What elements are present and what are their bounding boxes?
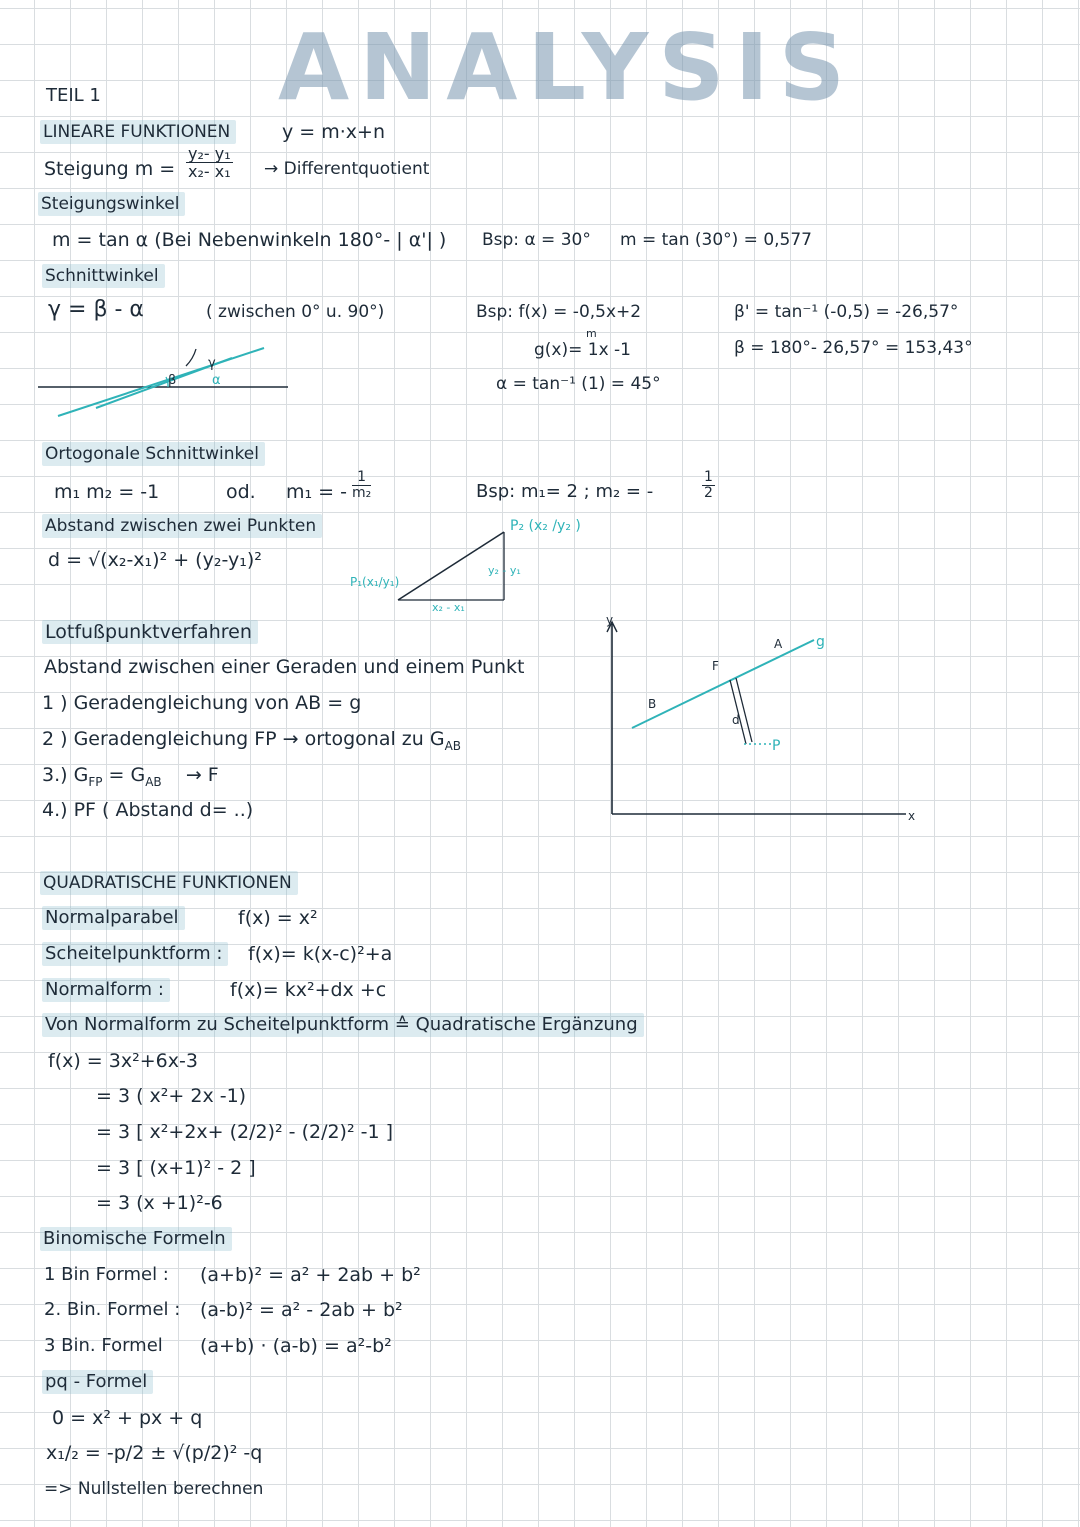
diagram-line-g <box>58 348 264 416</box>
heading-pq: pq - Formel <box>42 1370 153 1394</box>
graph-d-label: d <box>732 713 740 727</box>
diagram-alpha-label: α <box>212 373 221 388</box>
steigung-fraction <box>186 145 233 180</box>
ortho-or: od. <box>226 481 256 503</box>
convert-heading-text: Von Normalform zu Scheitelpunktform ≙ <box>45 1014 410 1035</box>
graph-perp-2 <box>736 678 752 742</box>
heading-linear: LINEARE FUNKTIONEN <box>40 120 236 144</box>
binom-1-label: 1 Bin Formel : <box>44 1264 169 1285</box>
normalform-formula: f(x)= kx²+dx +c <box>230 979 387 1001</box>
heading-abstand: Abstand zwischen zwei Punkten <box>42 514 322 538</box>
lotfuss-step-3-text: 3.) G <box>42 764 89 786</box>
abstand-formula: d = √(x₂-x₁)² + (y₂-y₁)² <box>48 549 262 571</box>
normalparabel-formula: f(x) = x² <box>238 907 318 929</box>
binom-2-formula: (a-b)² = a² - 2ab + b² <box>200 1299 403 1321</box>
ortho-formula: m₁ m₂ = -1 <box>54 481 160 503</box>
lotfuss-step-2-text: 2 ) Geradengleichung FP → ortogonal zu G <box>42 728 445 750</box>
page-title: ANALYSIS <box>278 14 856 121</box>
graph-y-label: y <box>606 613 614 627</box>
heading-ortogonal: Ortogonale Schnittwinkel <box>42 442 265 466</box>
diagram-gamma-label: γ <box>208 356 216 371</box>
binom-2-label: 2. Bin. Formel : <box>44 1299 181 1320</box>
p1-label: P₁(x₁/y₁) <box>350 575 400 589</box>
scheitel-formula: f(x)= k(x-c)²+a <box>248 943 393 965</box>
pq-eq2: x₁/₂ = -p/2 ± √(p/2)² -q <box>46 1442 263 1464</box>
lotfuss-step-2 <box>42 727 461 758</box>
heading-binom: Binomische Formeln <box>40 1227 232 1251</box>
lotfuss-step-2-sub: AB <box>444 738 462 753</box>
ortho-example-den: 2 <box>704 485 713 501</box>
binom-3-label: 3 Bin. Formel <box>44 1335 163 1356</box>
steigung-note: → Differentquotient <box>264 159 430 179</box>
quad-step-1: = 3 ( x²+ 2x -1) <box>96 1085 247 1107</box>
ortho-example: Bsp: m₁= 2 ; m₂ = - <box>476 481 654 502</box>
heading-lotfuss: Lotfußpunktverfahren <box>42 620 258 644</box>
scheitel-label: Scheitelpunktform : <box>42 942 228 966</box>
graph-line-g <box>632 640 814 728</box>
winkel-example-result: m = tan (30°) = 0,577 <box>620 230 812 250</box>
quad-step-3: = 3 [ (x+1)² - 2 ] <box>96 1157 256 1179</box>
distance-triangle-diagram <box>340 516 590 616</box>
schnitt-formula <box>48 298 144 322</box>
graph-f-label: F <box>712 659 719 673</box>
lotfuss-step-1: 1 ) Geradengleichung von AB = g <box>42 692 362 714</box>
convert-heading <box>42 1013 644 1037</box>
quad-step-0: f(x) = 3x²+6x-3 <box>48 1050 198 1072</box>
lotfuss-step-3-mid: = G <box>102 764 146 786</box>
diagram-gamma-arc <box>186 349 196 366</box>
schnitt-example-f: Bsp: f(x) = -0,5x+2 <box>476 302 642 322</box>
lotfuss-step-4: 4.) PF ( Abstand d= ..) <box>42 799 254 821</box>
dx-label: x₂ - x₁ <box>432 601 465 614</box>
schnitt-example-beta2: β = 180°- 26,57° = 153,43° <box>734 338 973 358</box>
section-teil: TEIL 1 <box>46 85 101 106</box>
schnitt-range: ( zwischen 0° u. 90°) <box>206 302 385 322</box>
schnitt-formula-text: γ = β - α <box>48 297 144 322</box>
graph-b-label: B <box>648 697 657 711</box>
winkel-formula: m = tan α (Bei Nebenwinkeln 180°- | α'| ) <box>52 229 447 251</box>
binom-1-formula: (a+b)² = a² + 2ab + b² <box>200 1264 421 1286</box>
lotfuss-step-3 <box>42 763 219 794</box>
ortho-frac-num: 1 <box>352 470 371 486</box>
ortho-example-num: 1 <box>704 469 713 485</box>
heading-quadratic: QUADRATISCHE FUNKTIONEN <box>40 871 298 895</box>
diagram-beta-label: β <box>168 373 177 388</box>
lotfuss-graph <box>596 613 926 828</box>
lotfuss-subtitle: Abstand zwischen einer Geraden und einem Punkt <box>44 656 525 678</box>
linear-equation: y = m·x+n <box>282 121 385 143</box>
graph-x-label: x <box>908 809 916 823</box>
lotfuss-step-3-sub1: FP <box>88 774 103 789</box>
graph-a-label: A <box>774 637 783 651</box>
schnitt-example-alpha: α = tan⁻¹ (1) = 45° <box>496 374 661 394</box>
steigung-numerator: y₂- y₁ <box>188 144 231 163</box>
winkel-example: Bsp: α = 30° <box>482 230 591 250</box>
normalparabel-label: Normalparabel <box>42 906 185 930</box>
schnitt-example-beta1: β' = tan⁻¹ (-0,5) = -26,57° <box>734 302 959 322</box>
ortho-formula2: m₁ = - <box>286 481 347 503</box>
p2-label: P₂ (x₂ /y₂ ) <box>510 518 581 534</box>
pq-note: => Nullstellen berechnen <box>44 1479 264 1499</box>
lotfuss-step-3-end: → F <box>185 764 219 786</box>
graph-g-label: g <box>816 634 825 650</box>
graph-p-label: P <box>772 738 781 754</box>
ortho-frac-den: m₂ <box>352 485 372 501</box>
schnitt-example-g: g(x)= 1x -1 <box>534 340 631 360</box>
convert-heading-ergaenzung: Quadratische Ergänzung <box>415 1014 638 1035</box>
steigung-denominator: x₂- x₁ <box>188 162 231 181</box>
steigung-label: Steigung m = <box>44 158 176 180</box>
heading-steigungswinkel: Steigungswinkel <box>38 192 185 216</box>
ortho-example-fraction <box>702 470 715 501</box>
schnitt-example-m: m <box>586 327 597 340</box>
dy-label: y₂ - y₁ <box>488 564 521 577</box>
normalform-label: Normalform : <box>42 978 170 1002</box>
binom-3-formula: (a+b) · (a-b) = a²-b² <box>200 1335 392 1357</box>
heading-schnittwinkel: Schnittwinkel <box>42 264 165 288</box>
ortho-fraction <box>352 470 371 501</box>
schnittwinkel-diagram <box>36 340 296 420</box>
lotfuss-step-3-sub2: AB <box>145 774 162 789</box>
graph-perp-1 <box>730 680 746 744</box>
pq-eq1: 0 = x² + px + q <box>52 1407 203 1429</box>
quad-step-4: = 3 (x +1)²-6 <box>96 1192 223 1214</box>
quad-step-2: = 3 [ x²+2x+ (2/2)² - (2/2)² -1 ] <box>96 1121 394 1143</box>
